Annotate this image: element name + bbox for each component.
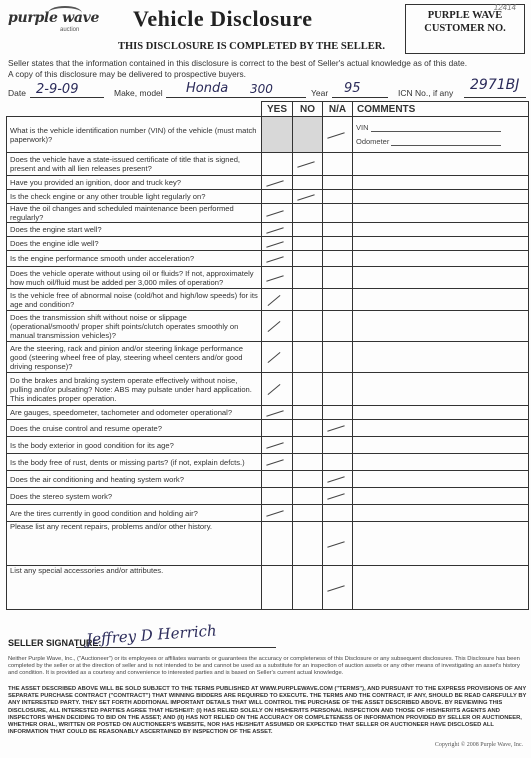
disclosure-table xyxy=(6,101,529,610)
vin-input-line[interactable] xyxy=(371,123,501,132)
check-mark-icon xyxy=(327,476,344,483)
na-checkbox-cell[interactable] xyxy=(323,289,353,311)
check-mark-icon xyxy=(266,275,283,282)
na-checkbox-cell[interactable] xyxy=(323,522,353,566)
no-checkbox-cell[interactable] xyxy=(293,237,323,251)
question-cell: Is the check engine or any other trouble light regularly on? xyxy=(7,190,262,204)
model-value[interactable]: 300 xyxy=(250,82,273,96)
table-row xyxy=(7,190,529,204)
table-row xyxy=(7,522,529,566)
yes-checkbox-cell[interactable] xyxy=(262,117,293,153)
year-label: Year xyxy=(311,88,329,98)
table-row xyxy=(7,373,529,406)
signature-label: SELLER SIGNATURE: xyxy=(8,638,102,648)
table-row xyxy=(7,267,529,289)
no-checkbox-cell[interactable] xyxy=(293,342,323,373)
check-mark-icon xyxy=(268,352,281,363)
no-checkbox-cell[interactable] xyxy=(293,223,323,237)
table-row xyxy=(7,237,529,251)
yes-checkbox-cell[interactable] xyxy=(262,342,293,373)
make-underline xyxy=(166,97,306,98)
yes-checkbox-cell[interactable] xyxy=(262,251,293,267)
question-cell: Is the vehicle free of abnormal noise (cold/hot and high/low speeds) for its age and condition? xyxy=(7,289,262,311)
vin-field[interactable] xyxy=(356,123,525,132)
question-cell: List any special accessories and/or attributes. xyxy=(7,566,262,610)
no-checkbox-cell[interactable] xyxy=(293,176,323,190)
make-value[interactable]: Honda xyxy=(186,81,229,96)
table-header-row xyxy=(7,102,529,117)
na-checkbox-cell[interactable] xyxy=(323,153,353,176)
no-checkbox-cell[interactable] xyxy=(293,311,323,342)
comments-cell[interactable] xyxy=(353,488,529,505)
no-checkbox-cell[interactable] xyxy=(293,566,323,610)
na-checkbox-cell[interactable] xyxy=(323,342,353,373)
check-mark-icon xyxy=(268,294,281,305)
check-mark-icon xyxy=(327,132,344,139)
na-checkbox-cell[interactable] xyxy=(323,117,353,153)
logo-subtext: auction xyxy=(60,27,80,33)
question-header xyxy=(7,102,262,117)
check-mark-icon xyxy=(268,321,281,332)
question-cell: Is the body free of rust, dents or missing parts? (if not, explain defcts.) xyxy=(7,454,262,471)
no-checkbox-cell[interactable] xyxy=(293,267,323,289)
table-row xyxy=(7,289,529,311)
na-checkbox-cell[interactable] xyxy=(323,566,353,610)
date-label: Date xyxy=(8,88,26,98)
comments-cell[interactable] xyxy=(353,420,529,437)
yes-checkbox-cell[interactable] xyxy=(262,471,293,488)
question-cell: Are gauges, speedometer, tachometer and odometer operational? xyxy=(7,406,262,420)
yes-column-header: YES xyxy=(262,102,293,117)
seller-statement xyxy=(8,58,528,79)
comments-cell[interactable] xyxy=(353,406,529,420)
question-cell: Have the oil changes and scheduled maintenance been performed regularly? xyxy=(7,204,262,223)
table-row xyxy=(7,311,529,342)
yes-checkbox-cell[interactable] xyxy=(262,566,293,610)
table-row xyxy=(7,454,529,471)
no-checkbox-cell[interactable] xyxy=(293,190,323,204)
odometer-label: Odometer xyxy=(356,137,390,146)
table-row xyxy=(7,566,529,610)
customer-number: 12414 xyxy=(493,3,516,12)
date-value[interactable]: 2-9-09 xyxy=(36,82,79,97)
check-mark-icon xyxy=(266,459,283,466)
check-mark-icon xyxy=(266,180,283,187)
comments-cell[interactable] xyxy=(353,237,529,251)
check-mark-icon xyxy=(266,241,283,248)
odometer-input-line[interactable] xyxy=(391,137,501,146)
comments-cell[interactable] xyxy=(353,204,529,223)
yes-checkbox-cell[interactable] xyxy=(262,406,293,420)
na-checkbox-cell[interactable] xyxy=(323,437,353,454)
question-cell: Are the steering, rack and pinion and/or steering linkage performance good (steering wheel free of play, steering wheel centers and/or good driving response)? xyxy=(7,342,262,373)
na-checkbox-cell[interactable] xyxy=(323,190,353,204)
table-row xyxy=(7,437,529,454)
check-mark-icon xyxy=(266,256,283,263)
table-row xyxy=(7,420,529,437)
question-cell: Does the vehicle operate without using oil or fluids? If not, approximately how much oil/fluid must be added per 3,000 miles of operation? xyxy=(7,267,262,289)
question-cell: What is the vehicle identification number (VIN) of the vehicle (must match paperwork)? xyxy=(7,117,262,153)
terms-text: THE ASSET DESCRIBED ABOVE WILL BE SOLD SUBJECT TO THE TERMS PUBLISHED AT WWW.PURPLEWAVE.COM ("TERMS"), AND PURSUANT TO THE EXPRESS PROVISIONS OF ANY SEPARATE PURCHASE CONTRACT ("CONTRACT") THAT WINNING BIDDERS ARE REQUIRED TO EXECUTE. THE TERMS AND THE CONTRACT, IF ANY, SHOULD BE READ CAREFULLY BY ANY INTERESTED PARTY. THEY SET FORTH ADDITIONAL IMPORTANT DETAILS THAT WILL CONTROL THE PURCHASE OF THE ASSET DESCRIBED ABOVE. BY REVIEWING THIS DISCLOSURE, ALL INTERESTED PARTIES AGREE THAT HE/SHE/IT: (I) HAS RELIED SOLELY ON HIS/HER/ITS PERSONAL INSPECTION AND THOSE OF HIS/HER/ITS AGENTS AND INSPECTORS WHEN DECIDING TO BID ON THE ASSET; AND (II) HAS NOT RELIED ON THE ACCURACY OR COMPLETENESS OF INFORMATION PROVIDED BY SELLER OR AUCTIONEER, WHETHER ORAL, WRITTEN OR POSTED ON AUCTIONEER'S WEBSITE, NOR HAS HE/SHE/IT ASSUMED OR EXPECTED THAT SELLER OR AUCTIONEER HAVE DISCLOSED ALL INFORMATION THAT COULD BE REASONABLY ASCERTAINED BY INSPECTION OF THE ASSET. xyxy=(8,686,527,736)
check-mark-icon xyxy=(266,442,283,449)
comments-cell[interactable] xyxy=(353,251,529,267)
comments-cell[interactable] xyxy=(353,267,529,289)
purple-wave-logo xyxy=(8,10,100,40)
page-subtitle: THIS DISCLOSURE IS COMPLETED BY THE SELLER. xyxy=(118,41,385,52)
comments-cell[interactable] xyxy=(353,117,529,153)
no-checkbox-cell[interactable] xyxy=(293,420,323,437)
yes-checkbox-cell[interactable] xyxy=(262,437,293,454)
yes-checkbox-cell[interactable] xyxy=(262,311,293,342)
customer-box-line2: CUSTOMER NO. xyxy=(424,23,506,34)
signature-value[interactable]: Jeffrey D Herrich xyxy=(85,621,218,649)
year-value[interactable]: 95 xyxy=(344,81,361,96)
na-checkbox-cell[interactable] xyxy=(323,237,353,251)
question-cell: Please list any recent repairs, problems and/or other history. xyxy=(7,522,262,566)
question-cell: Do the brakes and braking system operate effectively without noise, pulling and/or pulsating? Note: ABS may pulsate under hard application. This indicates proper operation. xyxy=(7,373,262,406)
customer-box-line1: PURPLE WAVE xyxy=(427,10,503,21)
na-column-header: N/A xyxy=(323,102,353,117)
no-checkbox-cell[interactable] xyxy=(293,251,323,267)
question-cell: Does the cruise control and resume operate? xyxy=(7,420,262,437)
odometer-field[interactable] xyxy=(356,137,525,146)
yes-checkbox-cell[interactable] xyxy=(262,223,293,237)
no-checkbox-cell[interactable] xyxy=(293,204,323,223)
no-checkbox-cell[interactable] xyxy=(293,289,323,311)
check-mark-icon xyxy=(297,161,314,168)
question-cell: Does the air conditioning and heating system work? xyxy=(7,471,262,488)
question-cell: Does the vehicle have a state-issued certificate of title that is signed, present and with all lien releases present? xyxy=(7,153,262,176)
vehicle-info-line xyxy=(8,77,528,101)
check-mark-icon xyxy=(266,410,283,417)
comments-cell[interactable] xyxy=(353,311,529,342)
comments-column-header: COMMENTS xyxy=(353,102,529,117)
no-checkbox-cell[interactable] xyxy=(293,454,323,471)
question-cell: Does the engine idle well? xyxy=(7,237,262,251)
na-checkbox-cell[interactable] xyxy=(323,204,353,223)
comments-cell[interactable] xyxy=(353,437,529,454)
table-row xyxy=(7,223,529,237)
no-checkbox-cell[interactable] xyxy=(293,373,323,406)
icn-value[interactable]: 2971BJ xyxy=(470,77,520,93)
question-cell: Have you provided an ignition, door and truck key? xyxy=(7,176,262,190)
make-label: Make, model xyxy=(114,88,163,98)
check-mark-icon xyxy=(327,425,344,432)
check-mark-icon xyxy=(266,210,283,217)
no-checkbox-cell[interactable] xyxy=(293,437,323,454)
na-checkbox-cell[interactable] xyxy=(323,471,353,488)
table-row xyxy=(7,471,529,488)
table-row xyxy=(7,204,529,223)
year-underline xyxy=(332,97,388,98)
customer-number-box xyxy=(405,4,525,54)
vin-label: VIN xyxy=(356,123,369,132)
na-checkbox-cell[interactable] xyxy=(323,505,353,522)
no-checkbox-cell[interactable] xyxy=(293,488,323,505)
table-row xyxy=(7,176,529,190)
question-cell: Does the engine start well? xyxy=(7,223,262,237)
table-row xyxy=(7,342,529,373)
question-cell: Is the body exterior in good condition for its age? xyxy=(7,437,262,454)
table-row xyxy=(7,251,529,267)
na-checkbox-cell[interactable] xyxy=(323,311,353,342)
comments-cell[interactable] xyxy=(353,153,529,176)
comments-cell[interactable] xyxy=(353,471,529,488)
yes-checkbox-cell[interactable] xyxy=(262,505,293,522)
comments-cell[interactable] xyxy=(353,522,529,566)
table-row xyxy=(7,153,529,176)
check-mark-icon xyxy=(266,227,283,234)
yes-checkbox-cell[interactable] xyxy=(262,204,293,223)
no-checkbox-cell[interactable] xyxy=(293,471,323,488)
yes-checkbox-cell[interactable] xyxy=(262,454,293,471)
check-mark-icon xyxy=(327,585,344,592)
icn-underline xyxy=(464,97,526,98)
question-cell: Are the tires currently in good condition and holding air? xyxy=(7,505,262,522)
page-title: Vehicle Disclosure xyxy=(133,6,313,31)
no-checkbox-cell[interactable] xyxy=(293,153,323,176)
comments-cell[interactable] xyxy=(353,505,529,522)
comments-cell[interactable] xyxy=(353,223,529,237)
comments-cell[interactable] xyxy=(353,566,529,610)
comments-cell[interactable] xyxy=(353,342,529,373)
disclaimer-text: Neither Purple Wave, Inc., ("Auctioneer") or its employees or affiliates warrants or guarantees the accuracy or completeness of this Disclosure or any subsequent disclosures. This Disclosure has been completed by the seller or at the direction of seller and is not intended to be and cannot be used as a substitute for an inspection of auction assets or any other means of investigating an asset's history and condition. It is provided as a courtesy and convenience to interested parties and is based on Seller's current actual knowledge. xyxy=(8,656,520,677)
yes-checkbox-cell[interactable] xyxy=(262,153,293,176)
question-cell: Is the engine performance smooth under acceleration? xyxy=(7,251,262,267)
na-checkbox-cell[interactable] xyxy=(323,251,353,267)
yes-checkbox-cell[interactable] xyxy=(262,190,293,204)
comments-cell[interactable] xyxy=(353,373,529,406)
no-checkbox-cell[interactable] xyxy=(293,117,323,153)
yes-checkbox-cell[interactable] xyxy=(262,289,293,311)
na-checkbox-cell[interactable] xyxy=(323,373,353,406)
question-cell: Does the transmission shift without noise or slippage (operational/smooth/ proper shift points/clutch operates smoothly on manual transmission vehicles)? xyxy=(7,311,262,342)
na-checkbox-cell[interactable] xyxy=(323,267,353,289)
yes-checkbox-cell[interactable] xyxy=(262,267,293,289)
comments-cell[interactable] xyxy=(353,176,529,190)
logo-text: purple wave xyxy=(8,10,100,26)
yes-checkbox-cell[interactable] xyxy=(262,522,293,566)
na-checkbox-cell[interactable] xyxy=(323,454,353,471)
na-checkbox-cell[interactable] xyxy=(323,488,353,505)
table-row xyxy=(7,117,529,153)
check-mark-icon xyxy=(268,384,281,395)
statement-line-2: A copy of this disclosure may be delivered to prospective buyers. xyxy=(8,68,246,79)
yes-checkbox-cell[interactable] xyxy=(262,176,293,190)
yes-checkbox-cell[interactable] xyxy=(262,488,293,505)
no-column-header: NO xyxy=(293,102,323,117)
comments-cell[interactable] xyxy=(353,454,529,471)
comments-cell[interactable] xyxy=(353,289,529,311)
yes-checkbox-cell[interactable] xyxy=(262,420,293,437)
date-underline xyxy=(30,97,104,98)
check-mark-icon xyxy=(297,194,314,201)
icn-label: ICN No., if any xyxy=(398,88,454,98)
statement-line-1: Seller states that the information contained in this disclosure is correct to the best of Seller's actual knowledge as of this date. xyxy=(8,58,468,68)
comments-cell[interactable] xyxy=(353,190,529,204)
table-row xyxy=(7,488,529,505)
check-mark-icon xyxy=(327,493,344,500)
yes-checkbox-cell[interactable] xyxy=(262,237,293,251)
na-checkbox-cell[interactable] xyxy=(323,223,353,237)
na-checkbox-cell[interactable] xyxy=(323,176,353,190)
check-mark-icon xyxy=(266,510,283,517)
yes-checkbox-cell[interactable] xyxy=(262,373,293,406)
table-row xyxy=(7,505,529,522)
na-checkbox-cell[interactable] xyxy=(323,406,353,420)
question-cell: Does the stereo system work? xyxy=(7,488,262,505)
table-row xyxy=(7,406,529,420)
na-checkbox-cell[interactable] xyxy=(323,420,353,437)
check-mark-icon xyxy=(327,541,344,548)
no-checkbox-cell[interactable] xyxy=(293,522,323,566)
no-checkbox-cell[interactable] xyxy=(293,505,323,522)
copyright-text: Copyright © 2008 Purple Wave, Inc. xyxy=(434,742,523,748)
no-checkbox-cell[interactable] xyxy=(293,406,323,420)
